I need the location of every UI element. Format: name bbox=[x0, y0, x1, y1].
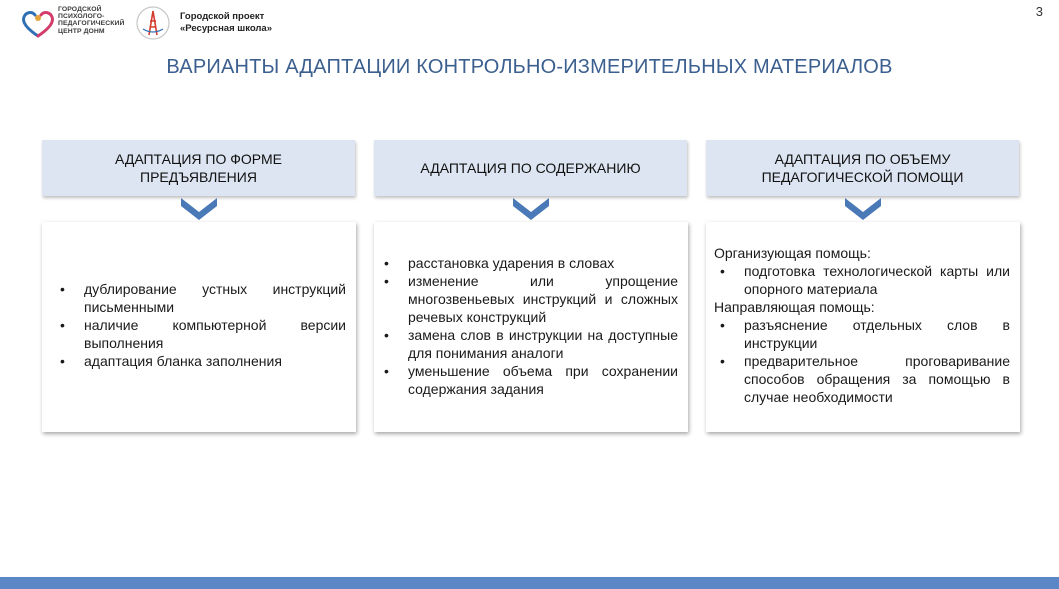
list-item: • дублирование устных инструкций письменными bbox=[54, 280, 346, 316]
heading-line: АДАПТАЦИЯ ПО СОДЕРЖАНИЮ bbox=[420, 160, 641, 176]
heading-line: ПЕДАГОГИЧЕСКОЙ ПОМОЩИ bbox=[761, 169, 964, 185]
heading-form-adaptation bbox=[42, 140, 355, 196]
heading-line: АДАПТАЦИЯ ПО ОБЪЕМУ bbox=[774, 151, 951, 167]
help-adaptation-box bbox=[706, 222, 1020, 432]
list-item: • замена слов в инструкции на доступные для понимания аналоги bbox=[378, 326, 678, 362]
org-line-4: ЦЕНТР ДОНМ bbox=[58, 27, 105, 35]
list-item: • уменьшение объема при сохранении содержания задания bbox=[378, 362, 678, 398]
project-line-1: Городской проект bbox=[180, 11, 265, 22]
org-line-3: ПЕДАГОГИЧЕСКИЙ bbox=[58, 20, 125, 28]
chevron-down-icon bbox=[511, 194, 551, 222]
heart-logo-icon bbox=[20, 8, 56, 40]
list-item: • наличие компьютерной версии выполнения bbox=[54, 316, 346, 352]
chevron-down-icon bbox=[843, 194, 883, 222]
slide-title: ВАРИАНТЫ АДАПТАЦИИ КОНТРОЛЬНО-ИЗМЕРИТЕЛЬНЫХ МАТЕРИАЛОВ bbox=[166, 56, 893, 78]
list-item: • предварительное проговаривание способов обращения за помощью в случае необходимости bbox=[714, 352, 1010, 406]
form-adaptation-box bbox=[42, 222, 356, 432]
ppc-logo bbox=[20, 6, 132, 40]
tower-emblem-icon bbox=[135, 5, 171, 41]
org-line-1: ГОРОДСКОЙ bbox=[58, 6, 102, 13]
list-item: • разъяснение отдельных слов в инструкции bbox=[714, 316, 1010, 352]
heading-help-adaptation bbox=[706, 140, 1019, 196]
slide-number: 3 bbox=[1035, 4, 1043, 19]
list-item: • адаптация бланка заполнения bbox=[54, 352, 346, 370]
group-label-guiding: Направляющая помощь: bbox=[714, 299, 875, 315]
heading-content-adaptation bbox=[374, 140, 687, 196]
list-item: • расстановка ударения в словах bbox=[378, 254, 678, 272]
resource-school-emblem bbox=[135, 5, 171, 46]
heading-line: АДАПТАЦИЯ ПО ФОРМЕ bbox=[115, 151, 282, 167]
bottom-bar bbox=[0, 577, 1059, 589]
org-line-2: ПСИХОЛОГО- bbox=[58, 13, 105, 21]
list-item: • подготовка технологической карты или опорного материала bbox=[714, 262, 1010, 298]
project-line-2: «Ресурсная школа» bbox=[180, 23, 272, 34]
chevron-down-icon bbox=[179, 194, 219, 222]
list-item: • изменение или упрощение многозвеньевых инструкций и сложных речевых конструкций bbox=[378, 272, 678, 326]
content-adaptation-box bbox=[374, 222, 688, 432]
project-name bbox=[180, 11, 272, 35]
heading-line: ПРЕДЪЯВЛЕНИЯ bbox=[140, 169, 257, 185]
group-label-organizing: Организующая помощь: bbox=[714, 245, 871, 261]
